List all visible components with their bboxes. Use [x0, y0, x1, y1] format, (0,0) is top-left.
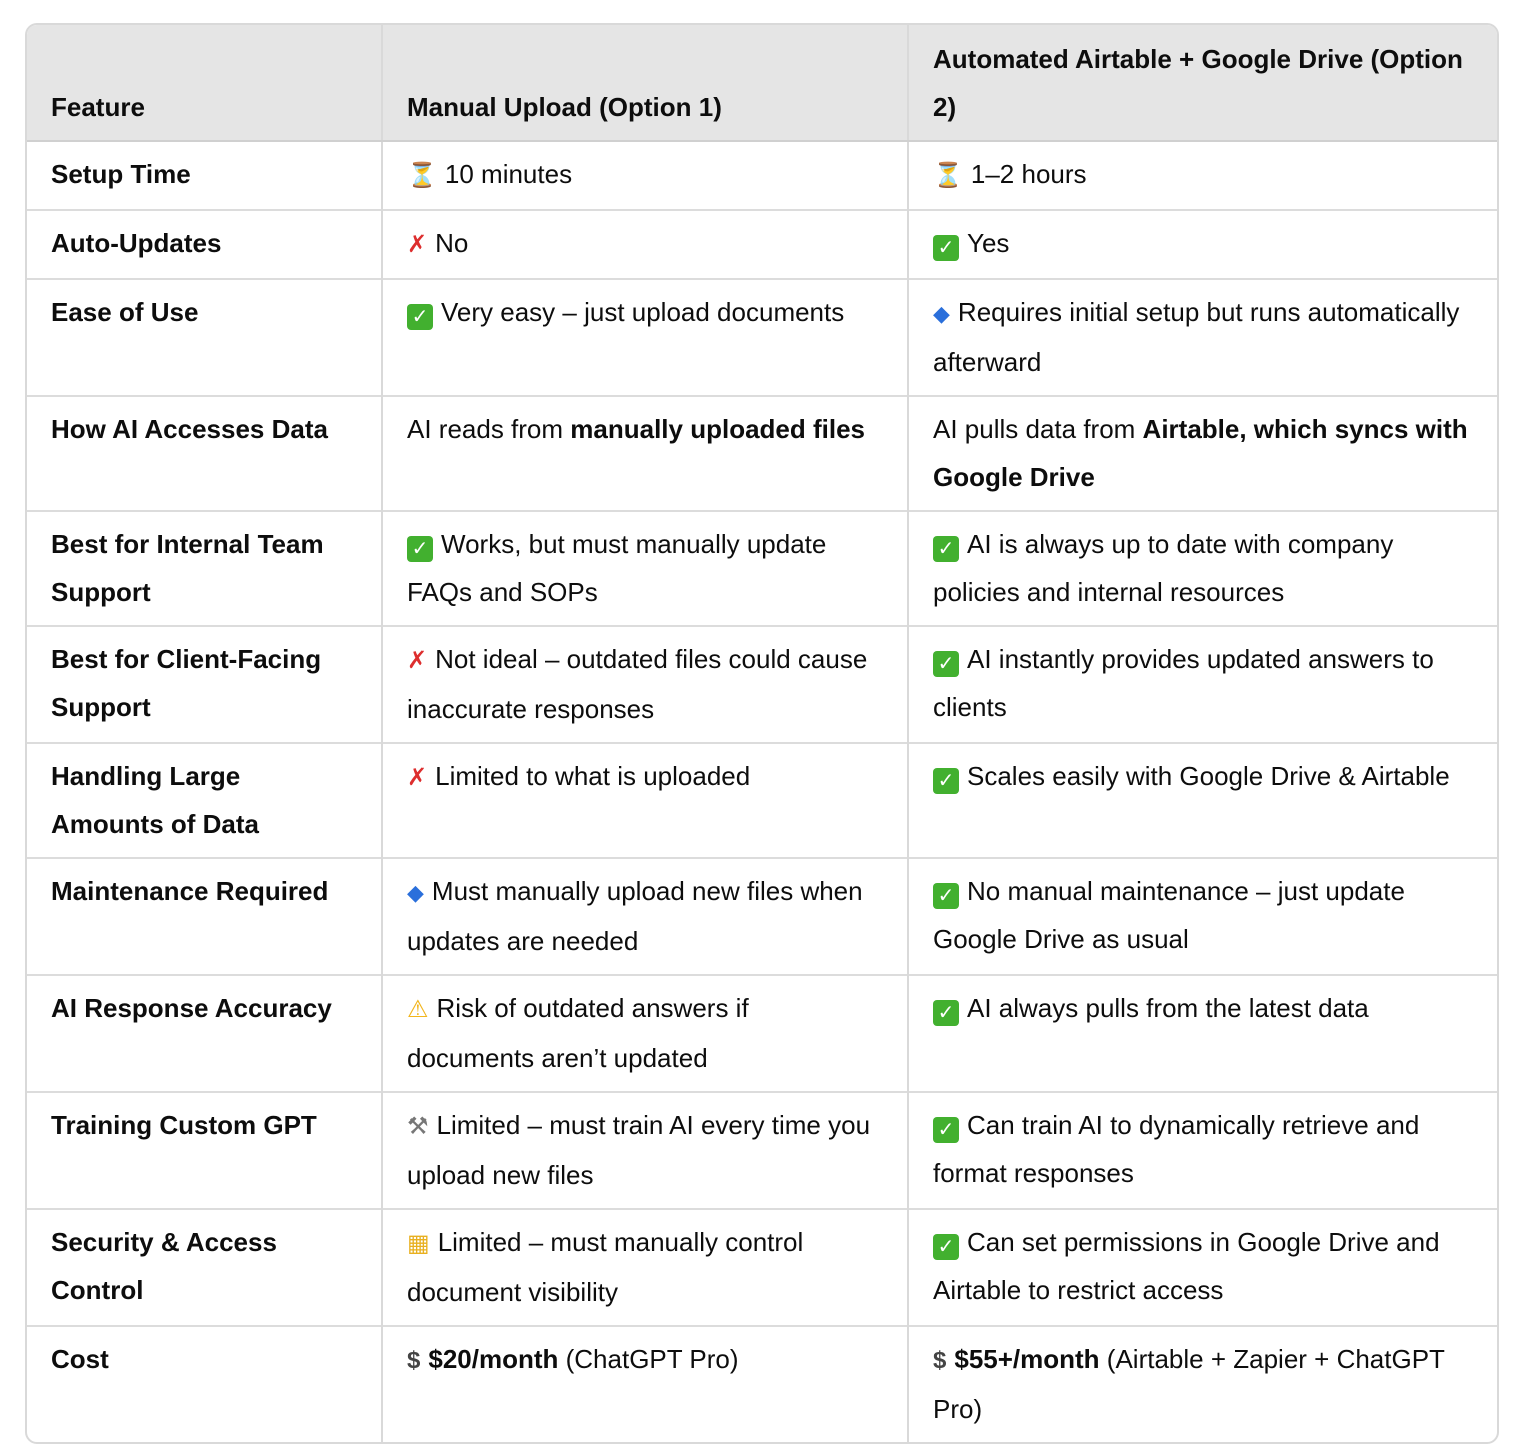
cell-text: Not ideal – outdated files could cause inaccurate responses — [407, 644, 868, 724]
table-row — [27, 511, 1497, 626]
feature-cell: Security & Access Control — [27, 1209, 382, 1326]
option-1-cell — [382, 279, 908, 396]
option-2-cell — [908, 743, 1497, 858]
option-2-cell — [908, 1326, 1497, 1442]
table-row — [27, 1092, 1497, 1209]
feature-cell: Cost — [27, 1326, 382, 1442]
table-row — [27, 626, 1497, 743]
option-1-cell — [382, 511, 908, 626]
option-2-cell — [908, 141, 1497, 210]
option-1-cell — [382, 1209, 908, 1326]
table-row — [27, 141, 1497, 210]
feature-cell: Maintenance Required — [27, 858, 382, 975]
dollar-icon: $ — [933, 1347, 947, 1374]
feature-cell: Best for Client-Facing Support — [27, 626, 382, 743]
cross-icon: ✗ — [407, 231, 428, 258]
cell-text: Requires initial setup but runs automatically afterward — [933, 297, 1460, 377]
construction-icon: ▦ — [407, 1230, 430, 1257]
table-body — [27, 141, 1497, 1442]
option-1-cell — [382, 210, 908, 279]
cell-text: Limited to what is uploaded — [435, 761, 751, 791]
tools-icon: ⚒ — [407, 1113, 429, 1140]
feature-cell: Ease of Use — [27, 279, 382, 396]
cell-text: Can set permissions in Google Drive and Airtable to restrict access — [933, 1227, 1440, 1305]
option-1-cell — [382, 858, 908, 975]
cell-text: AI instantly provides updated answers to clients — [933, 644, 1434, 722]
cell-text: 10 minutes — [444, 159, 573, 189]
cell-text: (ChatGPT Pro) — [558, 1344, 739, 1374]
hourglass-icon: ⏳ — [407, 162, 437, 189]
table-row — [27, 279, 1497, 396]
cell-text: Scales easily with Google Drive & Airtable — [967, 761, 1450, 791]
feature-cell: AI Response Accuracy — [27, 975, 382, 1092]
cell-text: Can train AI to dynamically retrieve and format responses — [933, 1110, 1420, 1188]
table-header-row — [27, 25, 1497, 141]
cell-bold-text: $55+/month — [954, 1344, 1100, 1374]
cross-icon: ✗ — [407, 647, 428, 674]
check-icon: ✓ — [933, 651, 959, 677]
header-option-1: Manual Upload (Option 1) — [382, 25, 908, 141]
option-1-cell — [382, 1326, 908, 1442]
option-2-cell — [908, 1209, 1497, 1326]
cell-text: Very easy – just upload documents — [441, 297, 845, 327]
cell-text: AI is always up to date with company policies and internal resources — [933, 529, 1394, 607]
option-1-cell — [382, 1092, 908, 1209]
cell-text: AI pulls data from — [933, 414, 1143, 444]
cell-text: (Airtable + Zapier + ChatGPT Pro) — [933, 1344, 1445, 1424]
feature-cell: How AI Accesses Data — [27, 396, 382, 511]
option-2-cell — [908, 511, 1497, 626]
table-row — [27, 975, 1497, 1092]
comparison-table-container — [25, 23, 1499, 1444]
check-icon: ✓ — [933, 536, 959, 562]
feature-cell: Training Custom GPT — [27, 1092, 382, 1209]
cell-text: Risk of outdated answers if documents aren’t updated — [407, 993, 749, 1073]
option-1-cell — [382, 743, 908, 858]
warning-icon: ⚠ — [407, 996, 429, 1023]
check-icon: ✓ — [933, 1000, 959, 1026]
option-2-cell — [908, 396, 1497, 511]
option-1-cell — [382, 141, 908, 210]
option-2-cell — [908, 279, 1497, 396]
option-2-cell — [908, 626, 1497, 743]
check-icon: ✓ — [407, 536, 433, 562]
cell-text: AI always pulls from the latest data — [967, 993, 1369, 1023]
cell-bold-text: manually uploaded files — [570, 414, 866, 444]
option-1-cell — [382, 396, 908, 511]
dollar-icon: $ — [407, 1347, 421, 1374]
feature-cell: Handling Large Amounts of Data — [27, 743, 382, 858]
header-option-2: Automated Airtable + Google Drive (Option 2) — [908, 25, 1497, 141]
cell-bold-text: $20/month — [428, 1344, 559, 1374]
hourglass-icon: ⏳ — [933, 162, 963, 189]
blue-diamond-icon: ◆ — [407, 880, 424, 905]
table-row — [27, 858, 1497, 975]
cell-text: No manual maintenance – just update Google Drive as usual — [933, 876, 1405, 954]
check-icon: ✓ — [933, 1117, 959, 1143]
option-2-cell — [908, 975, 1497, 1092]
cell-text: AI reads from — [407, 414, 571, 444]
table-row — [27, 1326, 1497, 1442]
feature-cell: Setup Time — [51, 159, 191, 189]
cell-text: 1–2 hours — [970, 159, 1087, 189]
feature-cell: Auto-Updates — [27, 210, 382, 279]
table-row — [27, 743, 1497, 858]
check-icon: ✓ — [407, 304, 433, 330]
cross-icon: ✗ — [407, 764, 428, 791]
option-1-cell — [382, 626, 908, 743]
option-2-cell — [908, 210, 1497, 279]
blue-diamond-icon: ◆ — [933, 301, 950, 326]
cell-text: Limited – must train AI every time you upload new files — [407, 1110, 871, 1190]
check-icon: ✓ — [933, 235, 959, 261]
cell-text: Works, but must manually update FAQs and SOPs — [407, 529, 827, 607]
check-icon: ✓ — [933, 883, 959, 909]
check-icon: ✓ — [933, 1234, 959, 1260]
table-row — [27, 1209, 1497, 1326]
cell-text: Yes — [967, 228, 1010, 258]
cell-text: Must manually upload new files when updates are needed — [407, 876, 863, 956]
cell-bold-text: Airtable, which syncs with Google Drive — [933, 414, 1468, 492]
option-2-cell — [908, 1092, 1497, 1209]
table-row — [27, 210, 1497, 279]
option-2-cell — [908, 858, 1497, 975]
feature-cell: Best for Internal Team Support — [27, 511, 382, 626]
cell-text: No — [435, 228, 469, 258]
cell-text: Limited – must manually control document visibility — [407, 1227, 804, 1307]
header-feature: Feature — [27, 25, 382, 141]
check-icon: ✓ — [933, 768, 959, 794]
table-row — [27, 396, 1497, 511]
comparison-table — [27, 25, 1497, 1442]
option-1-cell — [382, 975, 908, 1092]
